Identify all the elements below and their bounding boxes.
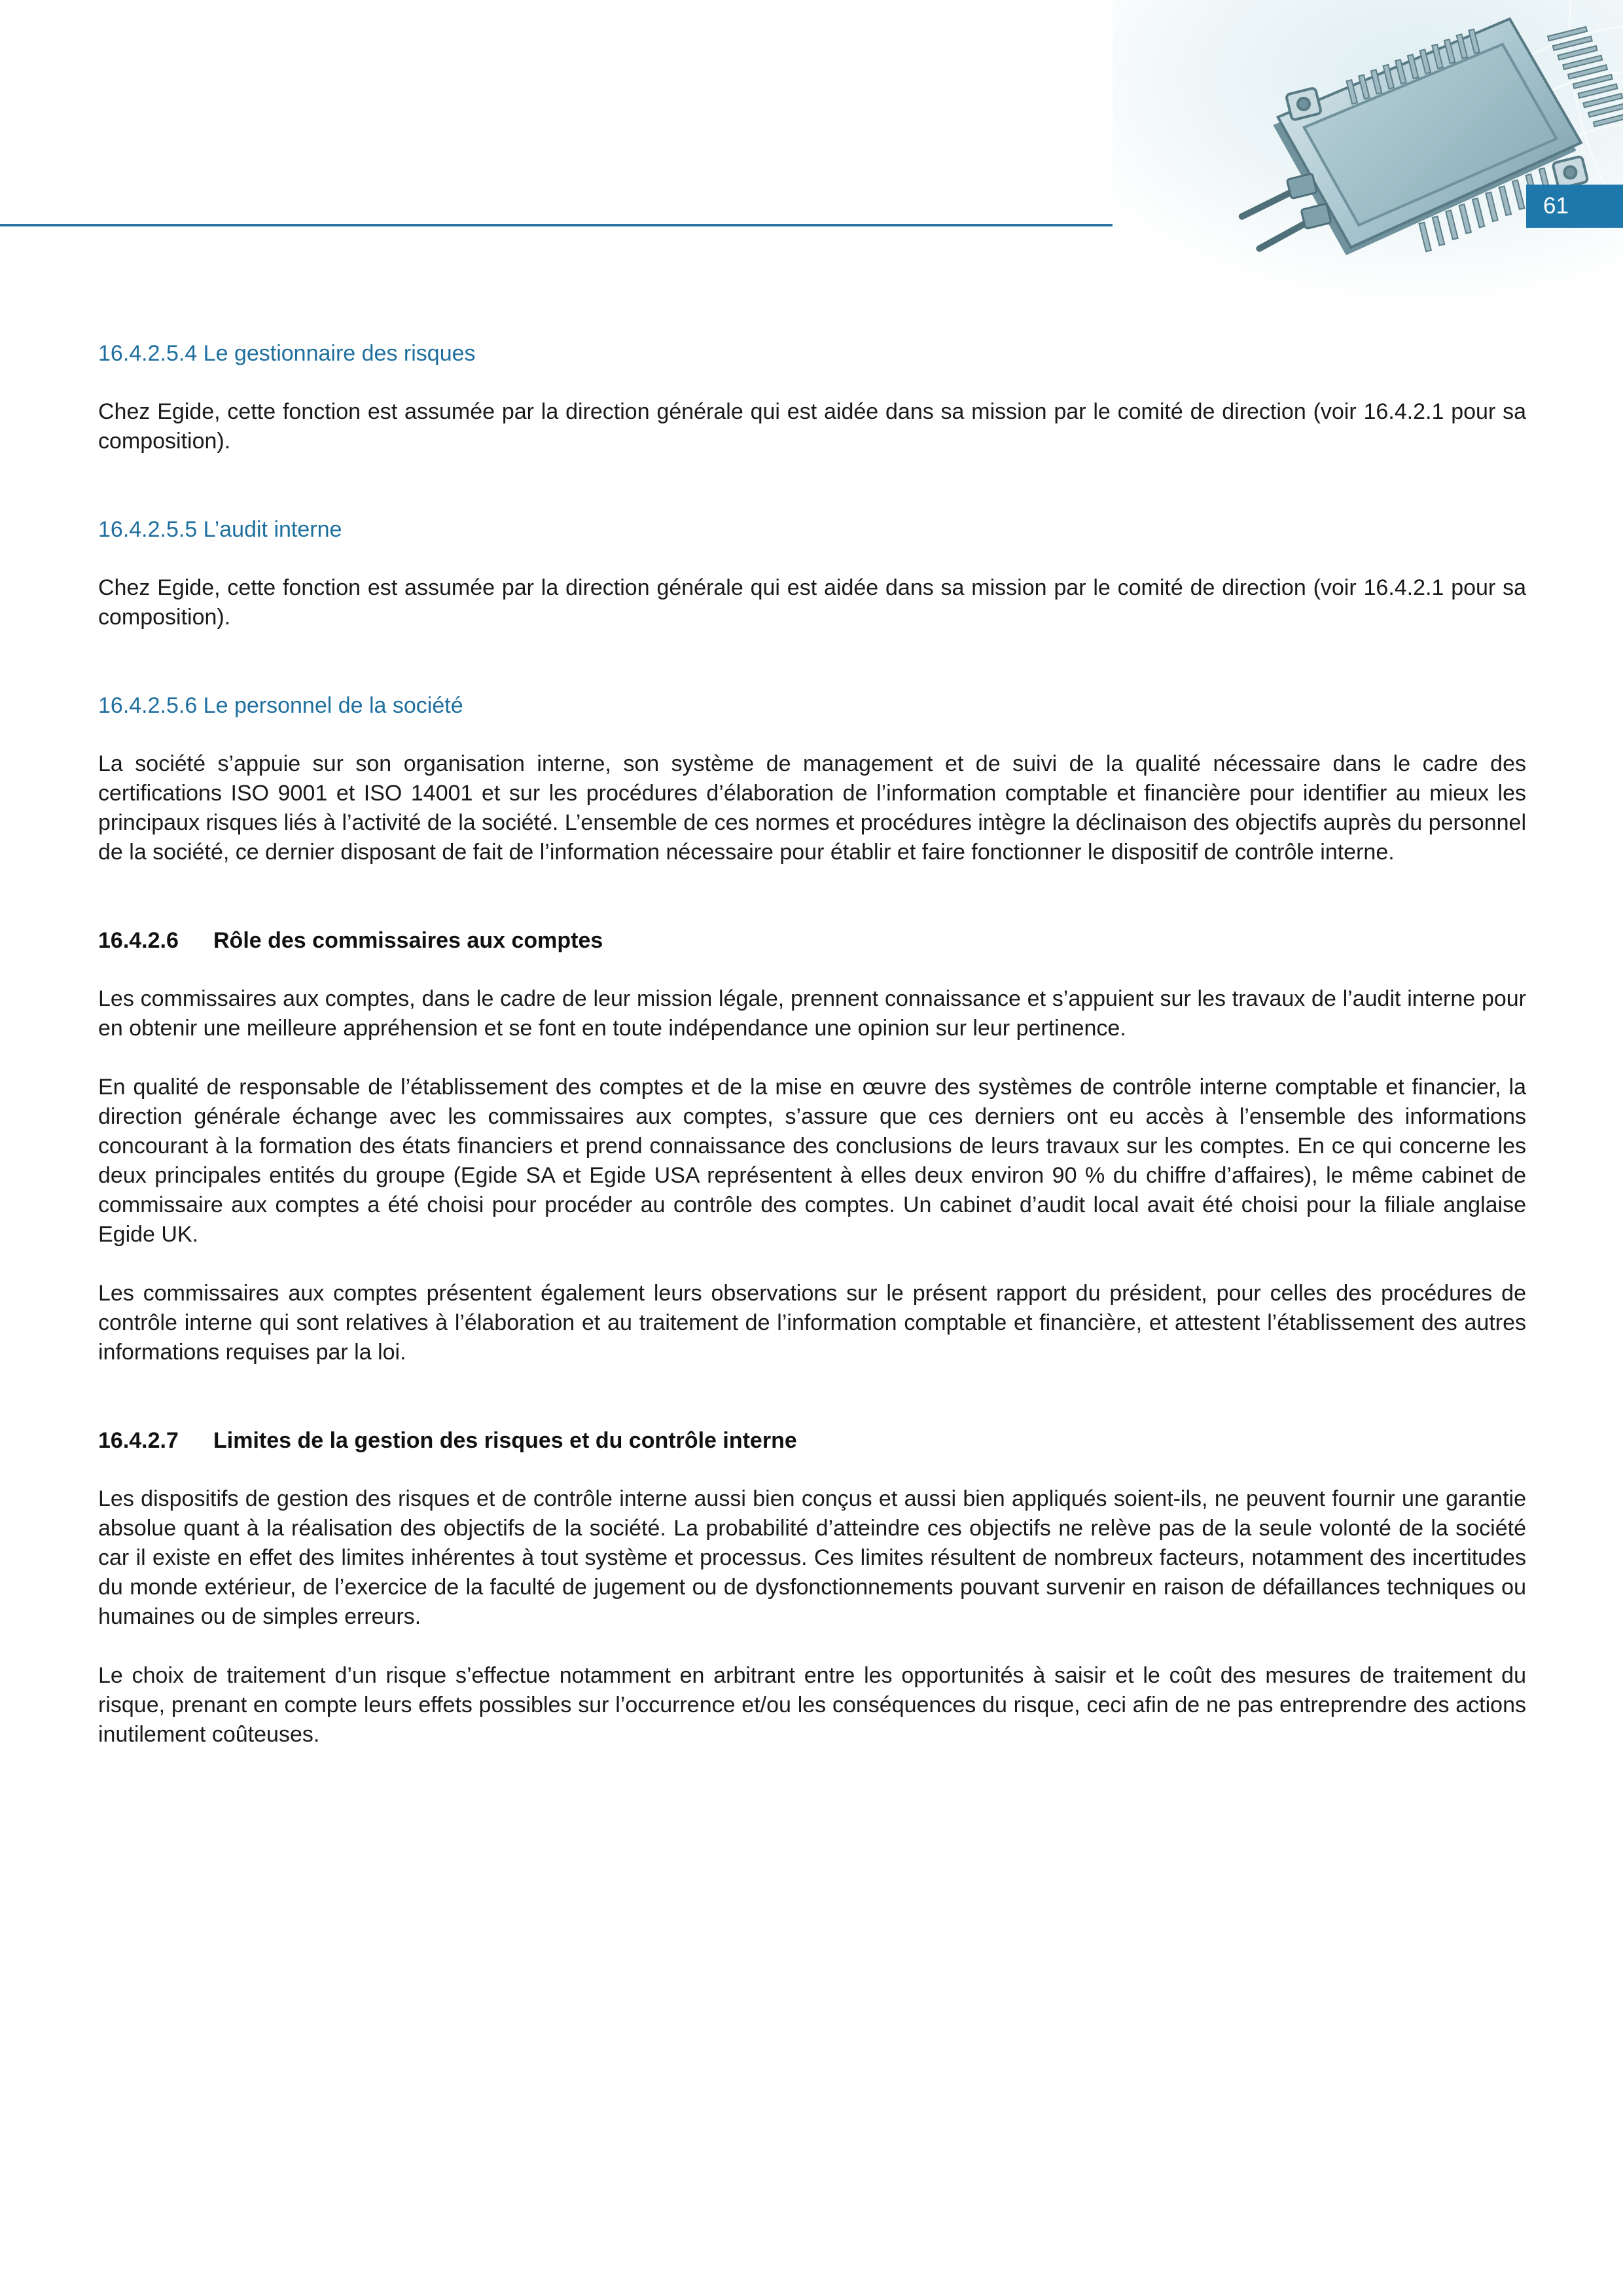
paragraph: En qualité de responsable de l’établissement des comptes et de la mise en œuvre des systèmes de contrôle interne comptable et financier, la direction générale échange avec les commissaires aux comptes, s’assure que ces derniers ont eu accès à l’ensemble des informations concourant à la formation des états financiers et prend connaissance des conclusions de leurs travaux sur les comptes. En ce qui concerne les deux principales entités du groupe (Egide SA et Egide USA représentent à elles deux environ 90 % du chiffre d’affaires), le même cabinet de commissaire aux comptes a été choisi pour procéder au contrôle des comptes. Un cabinet d’audit local avait été choisi pour la filiale anglaise Egide UK. bbox=[98, 1075, 1526, 1247]
paragraph: Chez Egide, cette fonction est assumée par la direction générale qui est aidée dans sa mission par le comité de direction (voir 16.4.2.1 pour sa composition). bbox=[98, 575, 1526, 630]
electronic-package-illustration bbox=[1113, 0, 1623, 308]
section-title: Limites de la gestion des risques et du contrôle interne bbox=[213, 1428, 797, 1453]
paragraph: La société s’appuie sur son organisation interne, son système de management et de suivi de la qualité nécessaire dans le cadre des certifications ISO 9001 et ISO 14001 et sur les procédures d’élaboration de l’information comptable et financière pour identifier au mieux les principaux risques liés à l’activité de la société. L’ensemble de ces normes et procédures intègre la déclinaison des objectifs auprès du personnel de la société, ce dernier disposant de fait de l’information nécessaire pour établir et faire fonctionner le dispositif de contrôle interne. bbox=[98, 751, 1526, 865]
section-title: Rôle des commissaires aux comptes bbox=[213, 928, 603, 953]
section-number: 16.4.2.7 bbox=[98, 1428, 179, 1453]
paragraph: Les commissaires aux comptes, dans le cadre de leur mission légale, prennent connaissance et s’appuient sur les travaux de l’audit interne pour en obtenir une meilleure appréhension et se font en toute indépendance une opinion sur leur pertinence. bbox=[98, 986, 1526, 1041]
subsection-title: 16.4.2.5.4 Le gestionnaire des risques bbox=[98, 341, 476, 366]
page-number: 61 bbox=[1526, 185, 1623, 228]
subsection-title: 16.4.2.5.5 L’audit interne bbox=[98, 517, 342, 542]
header-rule bbox=[0, 224, 1114, 226]
paragraph: Les commissaires aux comptes présentent également leurs observations sur le présent rapport du président, pour celles des procédures de contrôle interne qui sont relatives à l’élaboration et au traitement de l’information comptable et financière, et attestent l’établissement des autres informations requises par la loi. bbox=[98, 1281, 1526, 1365]
section-number: 16.4.2.6 bbox=[98, 928, 179, 953]
paragraph: Les dispositifs de gestion des risques et de contrôle interne aussi bien conçus et aussi bien appliqués soient-ils, ne peuvent fournir une garantie absolue quant à la réalisation des objectifs de la société. La probabilité d’atteindre ces objectifs ne relève pas de la seule volonté de la société car il existe en effet des limites inhérentes à tout système et processus. Ces limites résultent de nombreux facteurs, notamment des incertitudes du monde extérieur, de l’exercice de la faculté de jugement ou de dysfonctionnements pouvant survenir en raison de défaillances techniques ou humaines ou de simples erreurs. bbox=[98, 1486, 1526, 1629]
paragraph: Le choix de traitement d’un risque s’effectue notamment en arbitrant entre les opportunités à saisir et le coût des mesures de traitement du risque, prenant en compte leurs effets possibles sur l’occurrence et/ou les conséquences du risque, ceci afin de ne pas entreprendre des actions inutilement coûteuses. bbox=[98, 1663, 1526, 1747]
paragraph: Chez Egide, cette fonction est assumée par la direction générale qui est aidée dans sa mission par le comité de direction (voir 16.4.2.1 pour sa composition). bbox=[98, 399, 1526, 454]
document-body bbox=[98, 339, 1526, 1779]
subsection-title: 16.4.2.5.6 Le personnel de la société bbox=[98, 693, 463, 718]
section-heading bbox=[98, 1426, 1526, 1456]
section-heading bbox=[98, 926, 1526, 956]
